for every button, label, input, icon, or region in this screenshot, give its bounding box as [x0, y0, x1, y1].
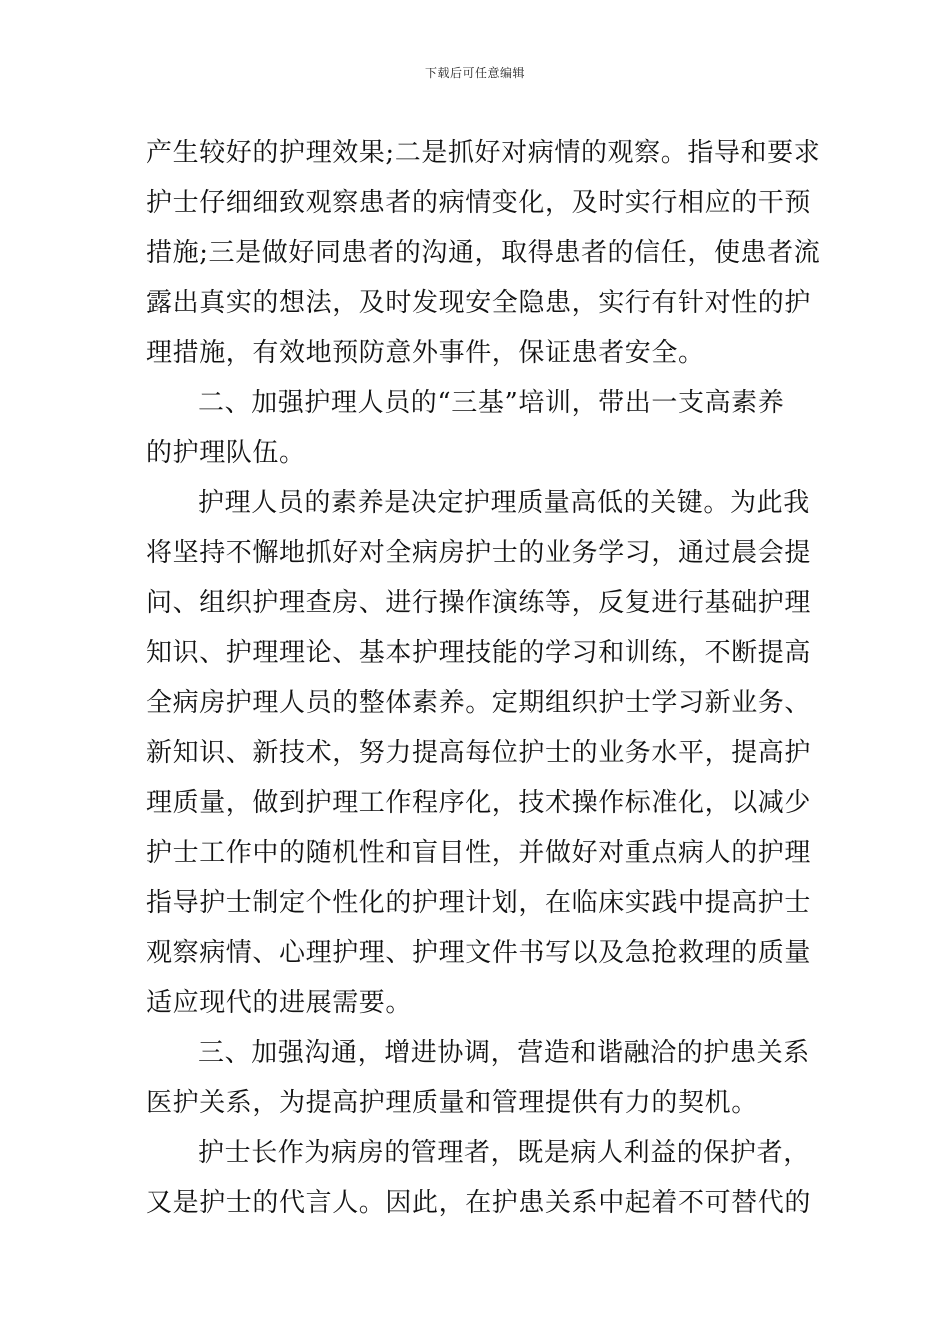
text-line: 适应现代的进展需要。 [146, 988, 413, 1018]
text-line: 知识、护理理论、基本护理技能的学习和训练，不断提高 [146, 638, 812, 668]
section-heading-line: 三、加强沟通，增进协调，营造和谐融洽的护患关系 [198, 1038, 810, 1068]
text-line: 护士仔细细致观察患者的病情变化，及时实行相应的干预 [146, 188, 812, 218]
text-line: 新知识、新技术，努力提高每位护士的业务水平，提高护 [146, 738, 812, 768]
text-line: 理措施，有效地预防意外事件，保证患者安全。 [146, 338, 705, 368]
text-line: 指导护士制定个性化的护理计划，在临床实践中提高护士 [146, 888, 812, 918]
section-heading-line: 二、加强护理人员的“三基”培训，带出一支高素养 [198, 388, 785, 418]
text-line: 全病房护理人员的整体素养。定期组织护士学习新业务、 [146, 688, 812, 718]
text-line: 问、组织护理查房、进行操作演练等，反复进行基础护理 [146, 588, 812, 618]
text-line: 理质量，做到护理工作程序化，技术操作标准化，以减少 [146, 788, 812, 818]
text-line: 护士工作中的随机性和盲目性，并做好对重点病人的护理 [146, 838, 812, 868]
page-header: 下载后可任意编辑 [424, 66, 525, 80]
section-heading-line: 医护关系，为提高护理质量和管理提供有力的契机。 [146, 1088, 758, 1118]
text-line: 措施;三是做好同患者的沟通，取得患者的信任，使患者流 [146, 238, 821, 268]
text-line: 将坚持不懈地抓好对全病房护士的业务学习，通过晨会提 [146, 538, 812, 568]
text-line: 产生较好的护理效果;二是抓好对病情的观察。指导和要求 [146, 138, 821, 168]
text-line: 又是护士的代言人。因此，在护患关系中起着不可替代的 [146, 1188, 812, 1218]
document-body [146, 128, 821, 1228]
text-line: 观察病情、心理护理、护理文件书写以及急抢救理的质量 [146, 938, 812, 968]
text-line: 护士长作为病房的管理者，既是病人利益的保护者， [198, 1138, 810, 1168]
text-line: 护理人员的素养是决定护理质量高低的关键。为此我 [198, 488, 810, 518]
section-heading-line: 的护理队伍。 [146, 438, 306, 468]
text-line: 露出真实的想法，及时发现安全隐患，实行有针对性的护 [146, 288, 812, 318]
